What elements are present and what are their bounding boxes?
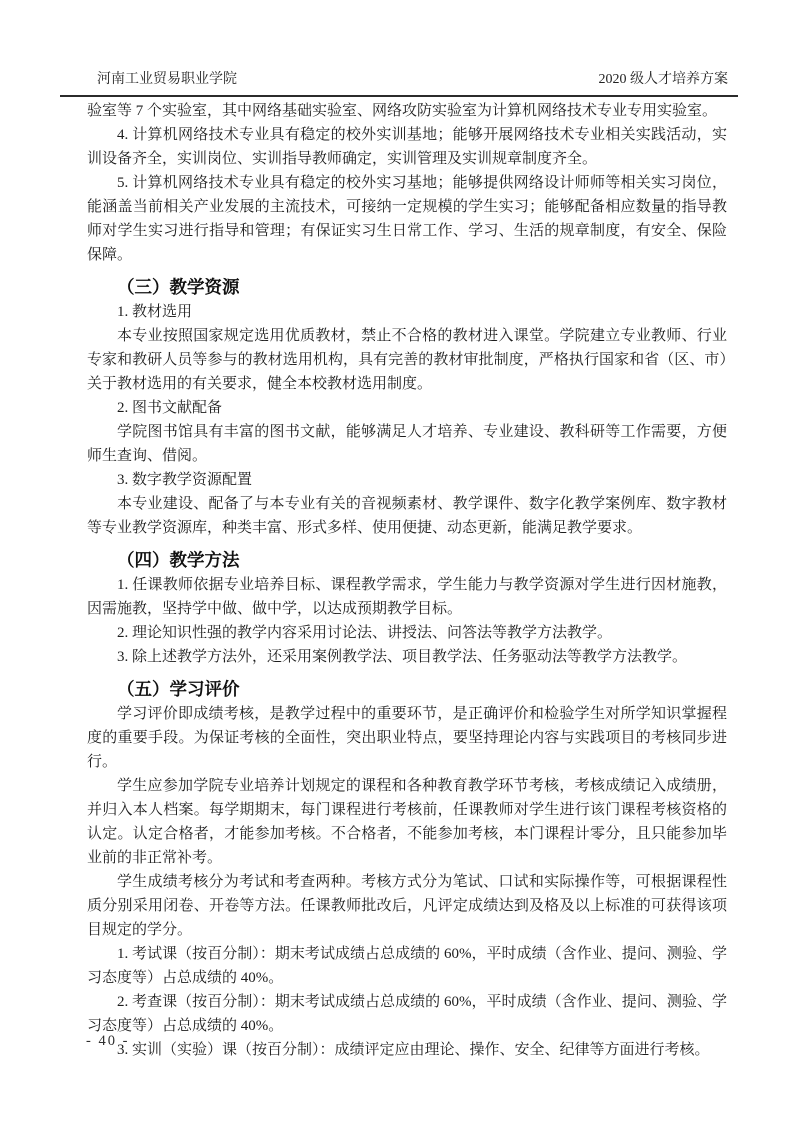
paragraph: 验室等 7 个实验室，其中网络基础实验室、网络攻防实验室为计算机网络技术专业专用实验室。	[87, 103, 718, 119]
paragraph: 学习评价即成绩考核，是教学过程中的重要环节，是正确评价和检验学生对所学知识掌握程度的重要手段。为保证考核的全面性，突出职业特点，要坚持理论内容与实践项目的考核同步进行。	[87, 706, 727, 770]
paragraph: 3. 实训（实验）课（按百分制）：成绩评定应由理论、操作、安全、纪律等方面进行考核。	[117, 1042, 710, 1058]
page-number: - 40 -	[86, 1033, 130, 1049]
paragraph: 3. 除上述教学方法外，还采用案例教学法、项目教学法、任务驱动法等教学方法教学。	[117, 649, 688, 665]
paragraph: 5. 计算机网络技术专业具有稳定的校外实习基地；能够提供网络设计师师等相关实习岗位，能涵盖当前相关产业发展的主流技术，可接纳一定规模的学生实习；能够配备相应数量的指导教师对学生实习进行指导和管理；有保证实习生日常工作、学习、生活的规章制度，有安全、保险保障。	[87, 175, 727, 263]
paragraph: 本专业建设、配备了与本专业有关的音视频素材、教学课件、数字化教学案例库、数字教材等专业教学资源库，种类丰富、形式多样、使用便捷、动态更新，能满足教学要求。	[87, 496, 727, 536]
section-heading: （四）教学方法	[117, 550, 240, 570]
paragraph: 1. 教材选用	[117, 304, 193, 320]
paragraph: 4. 计算机网络技术专业具有稳定的校外实训基地；能够开展网络技术专业相关实践活动，实训设备齐全，实训岗位、实训指导教师确定，实训管理及实训规章制度齐全。	[87, 127, 727, 167]
paragraph: 2. 考查课（按百分制）：期末考试成绩占总成绩的 60%，平时成绩（含作业、提问、测验、学习态度等）占总成绩的 40%。	[87, 994, 727, 1034]
header-school-name: 河南工业贸易职业学院	[97, 72, 237, 87]
paragraph: 本专业按照国家规定选用优质教材，禁止不合格的教材进入课堂。学院建立专业教师、行业专家和教研人员等参与的教材选用机构，具有完善的教材审批制度，严格执行国家和省（区、市）关于教材选用的有关要求，健全本校教材选用制度。	[87, 328, 727, 392]
paragraph: 1. 考试课（按百分制）：期末考试成绩占总成绩的 60%，平时成绩（含作业、提问、测验、学习态度等）占总成绩的 40%。	[87, 946, 727, 986]
paragraph: 2. 图书文献配备	[117, 400, 223, 416]
paragraph: 学生成绩考核分为考试和考查两种。考核方式分为笔试、口试和实际操作等，可根据课程性质分别采用闭卷、开卷等方法。任课教师批改后，凡评定成绩达到及格及以上标准的可获得该项目规定的学分。	[87, 874, 727, 938]
header-document-title: 2020 级人才培养方案	[598, 72, 728, 87]
document-body	[87, 99, 727, 1062]
paragraph: 1. 任课教师依据专业培养目标、课程教学需求，学生能力与教学资源对学生进行因材施教，因需施教，坚持学中做、做中学，以达成预期教学目标。	[87, 577, 727, 617]
paragraph: 2. 理论知识性强的教学内容采用讨论法、讲授法、问答法等教学方法教学。	[117, 625, 613, 641]
page-header	[60, 68, 738, 97]
paragraph: 3. 数字教学资源配置	[117, 472, 253, 488]
paragraph: 学生应参加学院专业培养计划规定的课程和各种教育教学环节考核，考核成绩记入成绩册，并归入本人档案。每学期期末，每门课程进行考核前，任课教师对学生进行该门课程考核资格的认定。认定合格者，才能参加考核。不合格者，不能参加考核，本门课程计零分，且只能参加毕业前的非正常补考。	[87, 778, 727, 866]
paragraph: 学院图书馆具有丰富的图书文献，能够满足人才培养、专业建设、教科研等工作需要，方便师生查询、借阅。	[87, 424, 727, 464]
section-heading: （五）学习评价	[117, 679, 240, 699]
section-heading: （三）教学资源	[117, 277, 240, 297]
